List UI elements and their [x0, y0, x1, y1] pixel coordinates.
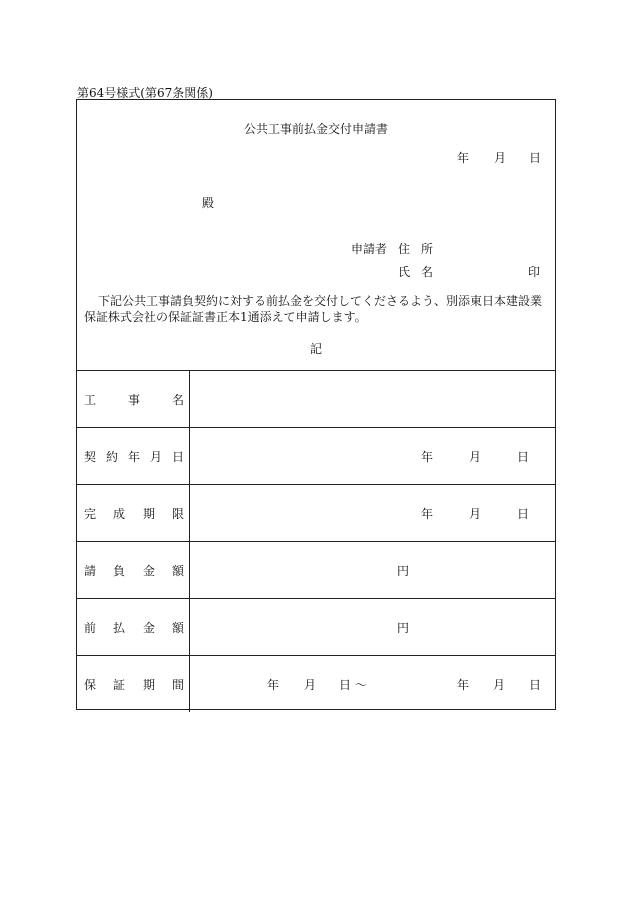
day-unit: 日 [529, 678, 542, 692]
table-row [77, 428, 555, 485]
label-char: 工 [84, 393, 97, 407]
year-unit: 年 [421, 507, 434, 521]
table-row [77, 599, 555, 656]
label-char: 証 [113, 678, 126, 692]
label-char: 額 [172, 621, 185, 635]
form-title: 公共工事前払金交付申請書 [243, 122, 388, 136]
application-statement: 下記公共工事請負契約に対する前払金を交付してくださるよう、別添東日本建設業保証株式会社の保証証書正本1通添えて申請します。 [84, 294, 543, 324]
yen-unit: 円 [397, 564, 410, 578]
form-number: 第64号様式(第67条関係) [77, 86, 213, 100]
address-label-char: 所 [421, 242, 434, 256]
label-char: 前 [84, 621, 97, 635]
seal-mark: 印 [528, 265, 541, 279]
ki-heading: 記 [309, 342, 322, 356]
row-label [77, 428, 190, 484]
day-unit: 日 [517, 507, 530, 521]
month-unit: 月 [304, 678, 317, 692]
label-char: 負 [113, 564, 126, 578]
label-char: 限 [172, 507, 185, 521]
yen-unit: 円 [397, 621, 410, 635]
table-row [77, 371, 555, 428]
label-char: 保 [84, 678, 97, 692]
month-unit: 月 [469, 450, 482, 464]
label-char: 払 [113, 621, 126, 635]
row-label [77, 542, 190, 598]
table-row [77, 485, 555, 542]
label-char: 金 [143, 621, 156, 635]
month-unit: 月 [493, 678, 506, 692]
label-char: 完 [84, 507, 97, 521]
table-row [77, 656, 555, 712]
date-month-unit: 月 [494, 151, 507, 165]
label-char: 月 [150, 450, 163, 464]
label-char: 成 [113, 507, 126, 521]
label-char: 約 [106, 450, 119, 464]
applicant-label: 申請者 [351, 242, 388, 256]
year-unit: 年 [457, 678, 470, 692]
row-label [77, 371, 190, 427]
label-char: 年 [128, 450, 141, 464]
name-label-char: 名 [421, 265, 434, 279]
name-label-char: 氏 [398, 265, 411, 279]
day-unit: 日 [517, 450, 530, 464]
label-char: 事 [128, 393, 141, 407]
label-char: 間 [172, 678, 185, 692]
row-label [77, 599, 190, 655]
year-unit: 年 [267, 678, 280, 692]
address-label-char: 住 [398, 242, 411, 256]
year-unit: 年 [421, 450, 434, 464]
label-char: 名 [172, 393, 185, 407]
day-unit: 日 〜 [339, 678, 367, 692]
details-table [77, 370, 555, 712]
label-char: 期 [143, 678, 156, 692]
label-char: 期 [143, 507, 156, 521]
label-char: 金 [143, 564, 156, 578]
table-row [77, 542, 555, 599]
row-label [77, 656, 190, 712]
label-char: 契 [84, 450, 97, 464]
row-label [77, 485, 190, 541]
application-form [76, 99, 556, 710]
label-char: 請 [84, 564, 97, 578]
date-year-unit: 年 [457, 151, 470, 165]
month-unit: 月 [469, 507, 482, 521]
label-char: 日 [172, 450, 185, 464]
label-char: 額 [172, 564, 185, 578]
date-day-unit: 日 [529, 151, 542, 165]
addressee-suffix: 殿 [202, 196, 215, 210]
